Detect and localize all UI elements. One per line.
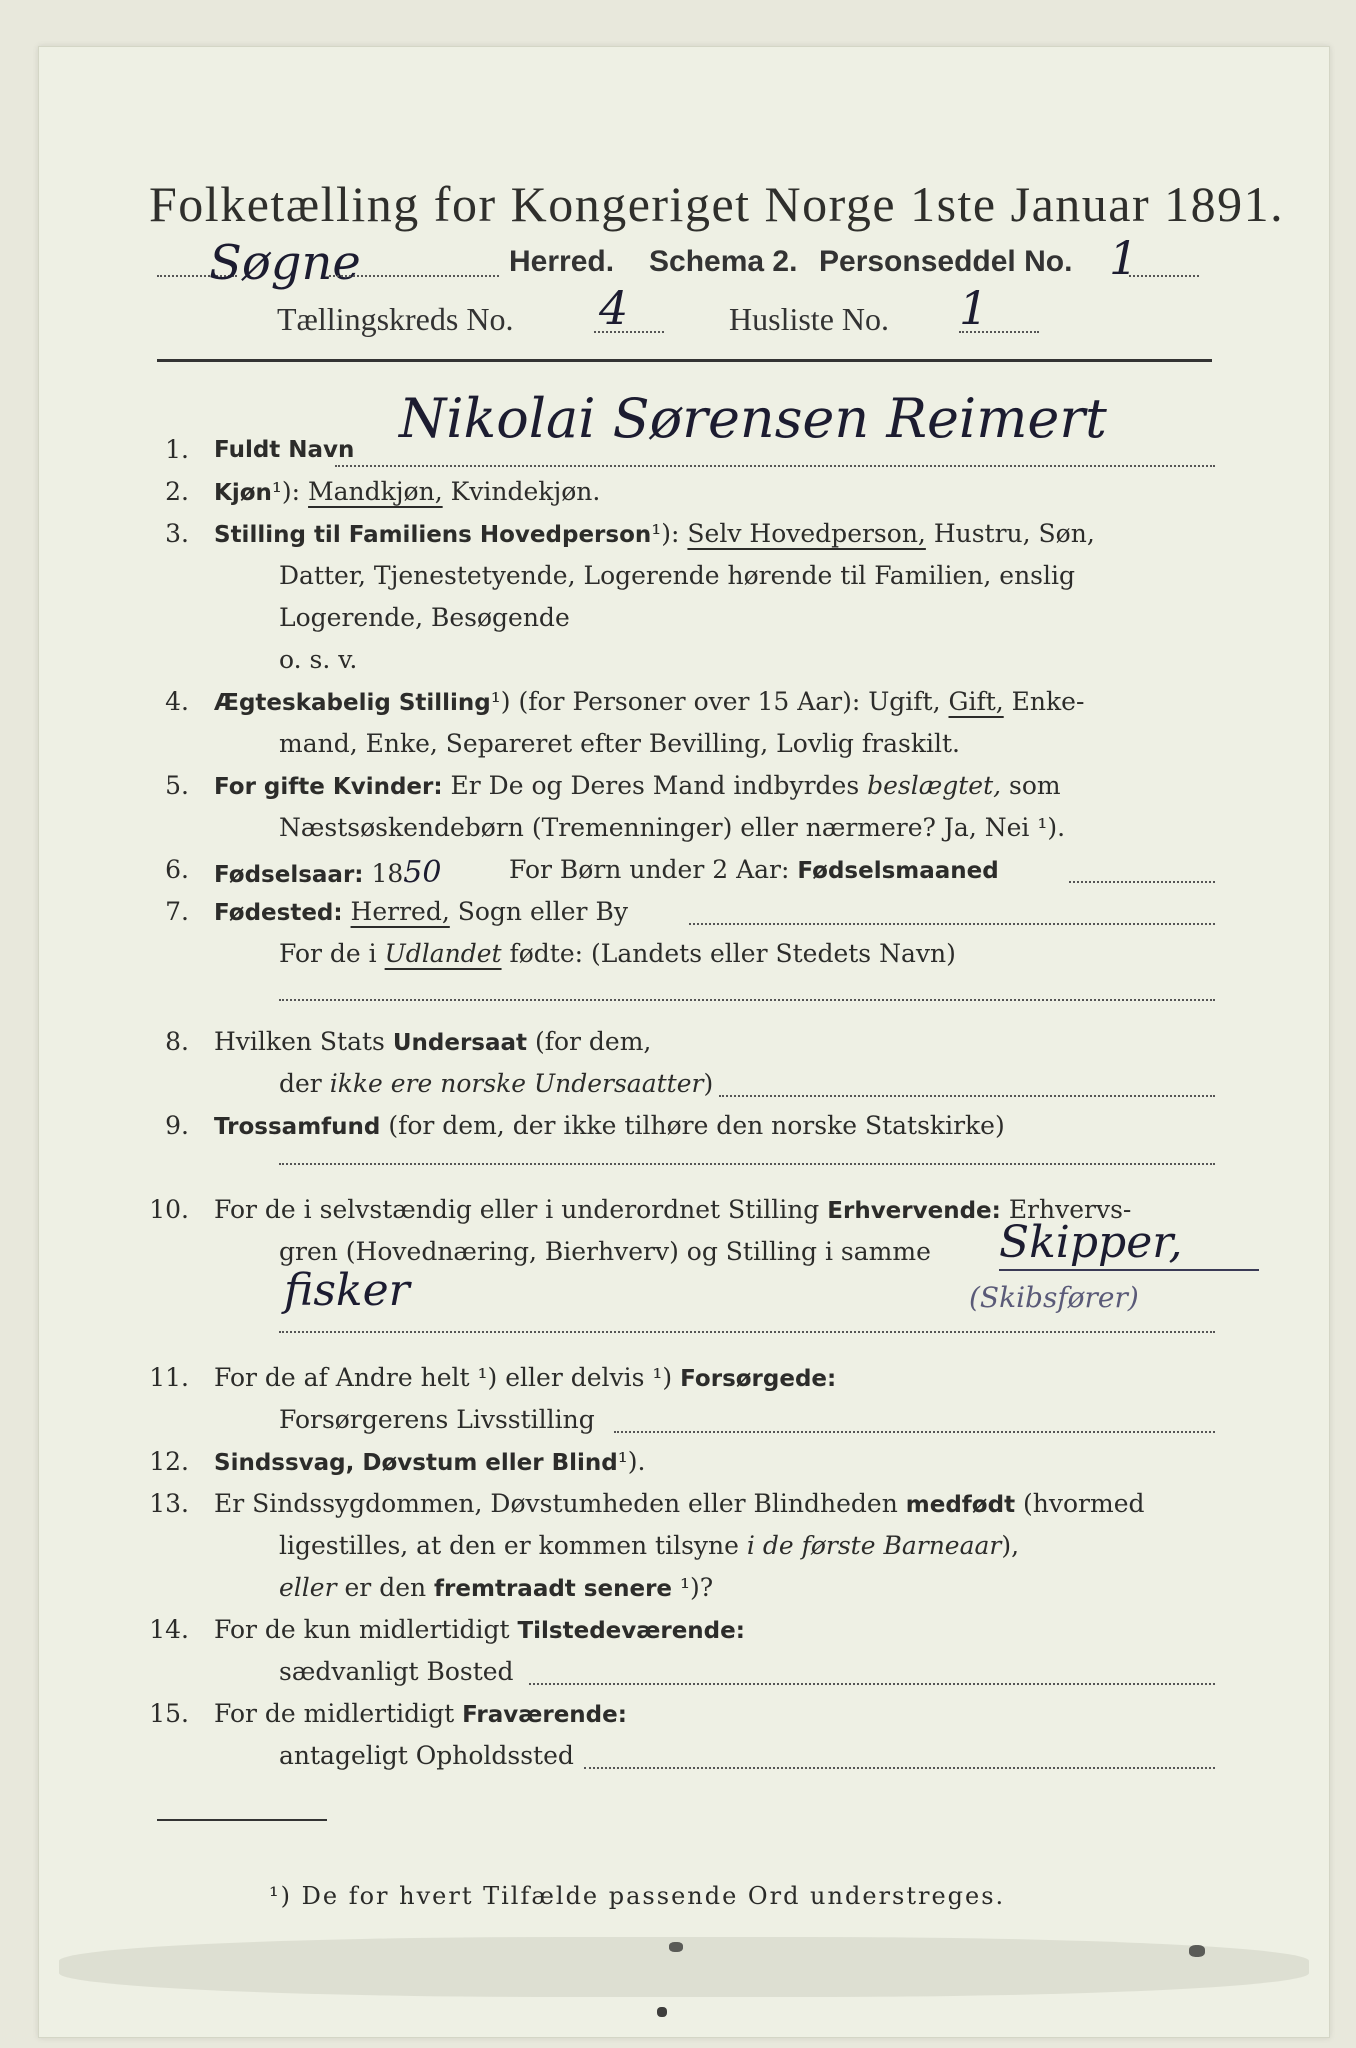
q15-bold: Fraværende: — [462, 1702, 627, 1728]
q2-label: Kjøn — [214, 480, 272, 506]
q13-line2-italic: i de første Barneaar — [746, 1531, 1002, 1560]
q13-line3-bold: fremtraadt senere — [434, 1576, 673, 1602]
schema-label: Schema 2. — [649, 245, 798, 278]
q8-line2a: der — [279, 1069, 322, 1098]
dotted-leader — [594, 331, 664, 333]
q9-text: (for dem, der ikke tilhøre den norske Statskirke) — [388, 1111, 1005, 1140]
paper-stain — [59, 1937, 1309, 1997]
q4-sup: ¹) — [490, 687, 511, 716]
q9-number: 9. — [165, 1111, 189, 1140]
q3-option-selected: Selv Hovedperson, — [687, 519, 926, 548]
dotted-leader — [1129, 275, 1199, 277]
q5-text2: som — [1009, 771, 1061, 800]
q4-text1: (for Personer over 15 Aar): Ugift, — [518, 687, 941, 716]
husliste-label: Husliste No. — [729, 301, 889, 337]
q13-line2a: ligestilles, at den er kommen tilsyne — [279, 1531, 739, 1560]
q10-occupation-value: Skipper, — [999, 1217, 1183, 1268]
dotted-leader — [329, 275, 499, 277]
q3-options-rest: Hustru, Søn, — [933, 519, 1095, 548]
q7-line2b: fødte: (Landets eller Stedets Navn) — [509, 939, 956, 968]
q7-number: 7. — [165, 897, 189, 926]
q5-italic: beslægtet, — [867, 771, 1002, 800]
q12-bold: Sindssvag, Døvstum eller Blind — [214, 1450, 618, 1476]
q10-occupation-value2: fisker — [284, 1265, 410, 1316]
q3-line4: o. s. v. — [279, 645, 358, 674]
q7-label: Fødested: — [214, 900, 343, 926]
q14-bold: Tilstedeværende: — [517, 1618, 745, 1644]
q1-name-value: Nikolai Sørensen Reimert — [399, 387, 1107, 450]
q10-text2: Erhvervs- — [1008, 1195, 1132, 1224]
q6-text2: For Børn under 2 Aar: — [509, 855, 790, 884]
q13-line3-italic: eller — [279, 1573, 337, 1602]
q1-number: 1. — [165, 435, 189, 464]
q10-handwritten-underline — [999, 1269, 1259, 1271]
herred-label: Herred. — [509, 245, 615, 278]
ink-blot — [1189, 1945, 1205, 1957]
q7-option-selected: Herred, — [350, 897, 450, 926]
q13-text1: Er Sindssygdommen, Døvstumheden eller Blindheden — [214, 1489, 898, 1518]
q13-line2b: ), — [1001, 1531, 1020, 1560]
dotted-leader — [689, 923, 1215, 925]
q2-option-mandkjon: Mandkjøn, — [308, 477, 443, 506]
q4-number: 4. — [165, 687, 189, 716]
dotted-leader — [335, 465, 1215, 467]
q8-line2b: ) — [703, 1069, 714, 1098]
q3-number: 3. — [165, 519, 189, 548]
dotted-leader — [584, 1767, 1215, 1769]
dotted-leader — [279, 1163, 1215, 1165]
q14-line2: sædvanligt Bosted — [279, 1657, 514, 1686]
q7-line2a: For de i — [279, 939, 377, 968]
dotted-leader — [719, 1095, 1215, 1097]
q9-bold: Trossamfund — [214, 1114, 381, 1140]
ink-blot — [657, 2007, 667, 2017]
q8-line2-italic: ikke ere norske Undersaatter — [329, 1069, 704, 1098]
q3-label: Stilling til Familiens Hovedperson — [214, 522, 652, 548]
dotted-leader — [529, 1683, 1215, 1685]
q15-number: 15. — [149, 1699, 189, 1728]
q2-option-kvindekjon: Kvindekjøn. — [450, 477, 601, 506]
q10-text1: For de i selvstændig eller i underordnet Stilling — [214, 1195, 820, 1224]
q4-option-selected: Gift, — [948, 687, 1004, 716]
form-title: Folketælling for Kongeriget Norge 1ste Januar 1891. — [149, 176, 1285, 232]
q14-number: 14. — [149, 1615, 189, 1644]
dotted-leader — [614, 1431, 1215, 1433]
q13-line3b: ¹)? — [679, 1573, 714, 1602]
q5-line2: Næstsøskendebørn (Tremenninger) eller nærmere? Ja, Nei ¹). — [279, 813, 1066, 842]
q5-text1: Er De og Deres Mand indbyrdes — [450, 771, 860, 800]
q4-text2: Enke- — [1011, 687, 1085, 716]
q7-line2-italic: Udlandet — [384, 939, 502, 968]
q13-text2: (hvormed — [1023, 1489, 1145, 1518]
dotted-leader — [279, 1331, 1215, 1333]
q12-sup: ¹). — [617, 1447, 646, 1476]
q3-line2: Datter, Tjenestetyende, Logerende hørende til Familien, enslig — [279, 561, 1076, 590]
husliste-value: 1 — [959, 281, 989, 335]
q10-number: 10. — [149, 1195, 189, 1224]
q4-line2: mand, Enke, Separeret efter Bevilling, Lovlig fraskilt. — [279, 729, 960, 758]
q8-number: 8. — [165, 1027, 189, 1056]
footnote: ¹) De for hvert Tilfælde passende Ord understreges. — [269, 1882, 1006, 1910]
q10-line2: gren (Hovednæring, Bierhverv) og Stilling i samme — [279, 1237, 931, 1266]
dotted-leader — [959, 331, 1039, 333]
q3-line3: Logerende, Besøgende — [279, 603, 570, 632]
kreds-value: 4 — [599, 281, 629, 335]
q3-sup: ¹): — [651, 519, 680, 548]
q8-bold: Undersaat — [392, 1030, 528, 1056]
q2-sup: ¹): — [271, 477, 301, 506]
q11-text1: For de af Andre helt ¹) eller delvis ¹) — [214, 1363, 673, 1392]
q8-text1: Hvilken Stats — [214, 1027, 385, 1056]
q5-number: 5. — [165, 771, 189, 800]
q11-bold: Forsørgede: — [680, 1366, 837, 1392]
kreds-label: Tællingskreds No. — [277, 301, 514, 337]
footnote-rule — [157, 1819, 327, 1821]
herred-value: Søgne — [209, 235, 361, 291]
census-form-sheet — [38, 46, 1330, 2038]
q2-number: 2. — [165, 477, 189, 506]
q15-line2: antageligt Opholdssted — [279, 1741, 574, 1770]
q14-text1: For de kun midlertidigt — [214, 1615, 510, 1644]
q6-number: 6. — [165, 855, 189, 884]
ink-blot — [669, 1942, 683, 1952]
q6-year-value: 50 — [403, 855, 442, 890]
q15-text1: For de midlertidigt — [214, 1699, 455, 1728]
q4-label: Ægteskabelig Stilling — [214, 690, 491, 716]
personseddel-label: Personseddel No. — [819, 245, 1073, 278]
q11-line2: Forsørgerens Livsstilling — [279, 1405, 595, 1434]
dotted-leader — [279, 999, 1215, 1001]
q10-bold: Erhvervende: — [827, 1198, 1001, 1224]
q13-line3a: er den — [344, 1573, 427, 1602]
q6-label2: Fødselsmaaned — [797, 858, 999, 884]
personseddel-value: 1 — [1109, 231, 1139, 285]
q12-number: 12. — [149, 1447, 189, 1476]
q13-bold: medfødt — [905, 1492, 1016, 1518]
q13-number: 13. — [149, 1489, 189, 1518]
header-rule — [157, 359, 1212, 362]
q1-label: Fuldt Navn — [214, 437, 355, 463]
q6-prefix: 18 — [371, 859, 404, 888]
q8-text2: (for dem, — [534, 1027, 652, 1056]
dotted-leader — [1069, 881, 1215, 883]
q6-label: Fødselsaar: — [214, 862, 364, 888]
q5-label: For gifte Kvinder: — [214, 774, 443, 800]
q11-number: 11. — [149, 1363, 189, 1392]
q7-text1: Sogn eller By — [457, 897, 628, 926]
q10-occupation-note: (Skibsfører) — [969, 1281, 1139, 1314]
